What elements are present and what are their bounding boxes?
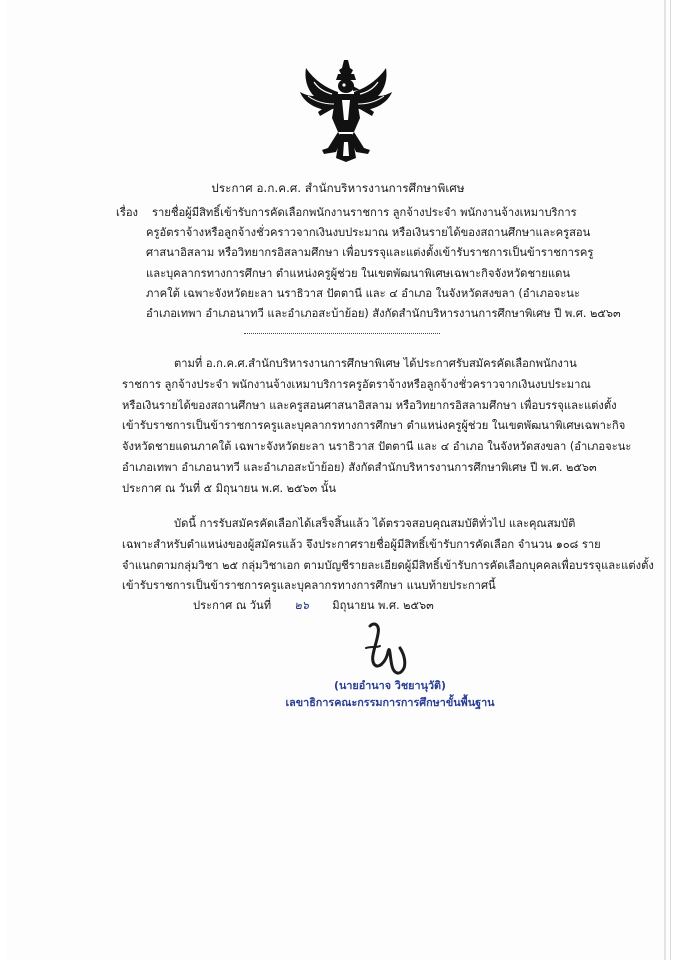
paragraph-line: ประกาศ ณ วันที่ ๕ มิถุนายน พ.ศ. ๒๕๖๓ นั้น xyxy=(122,481,337,495)
paragraph-line: ราชการ ลูกจ้างประจำ พนักงานจ้างเหมาบริการครูอัตราจ้างหรือลูกจ้างชั่วคราวจากเงินงบประมาณ xyxy=(122,377,591,391)
date-prefix: ประกาศ ณ วันที่ xyxy=(193,599,272,612)
paragraph-line: อำเภอเทพา อำเภอนาทวี และอำเภอสะบ้าย้อย) สังกัดสำนักบริหารงานการศึกษาพิเศษ ปี พ.ศ. ๒๕๖๓ xyxy=(122,460,597,474)
subject-line: และบุคลากรทางการศึกษา ตำแหน่งครูผู้ช่วย ในเขตพัฒนาพิเศษเฉพาะกิจจังหวัดชายแดน xyxy=(146,266,570,280)
announcement-heading: ประกาศ อ.ก.ค.ศ. สำนักบริหารงานการศึกษาพิเศษ xyxy=(211,181,465,195)
garuda-emblem-icon xyxy=(298,58,394,162)
paragraph-line: เข้ารับราชการเป็นข้าราชการครูและบุคลากรทางการศึกษา ตำแหน่งครูผู้ช่วย ในเขตพัฒนาพิเศษเฉพาะกิจ xyxy=(122,419,626,433)
subject-text xyxy=(146,203,621,324)
subject-line: รายชื่อผู้มีสิทธิ์เข้ารับการคัดเลือกพนักงานราชการ ลูกจ้างประจำ พนักงานจ้างเหมาบริการ xyxy=(152,206,577,219)
page-edge xyxy=(664,0,666,960)
paragraph-line: เข้ารับราชการเป็นข้าราชการครูและบุคลากรทางการศึกษา แนบท้ายประกาศนี้ xyxy=(122,579,496,593)
subject-label: เรื่อง xyxy=(116,206,139,219)
handwritten-signature-icon xyxy=(360,618,416,680)
date-suffix: มิถุนายน พ.ศ. ๒๕๖๓ xyxy=(332,599,434,612)
paragraph-line: จำแนกตามกลุ่มวิชา ๒๕ กลุ่มวิชาเอก ตามบัญชีรายละเอียดผู้มีสิทธิ์เข้ารับการคัดเลือกบุคคลเพื่อบรรจุและแต่งตั้ง xyxy=(122,558,654,572)
subject-line: ภาคใต้ เฉพาะจังหวัดยะลา นราธิวาส ปัตตานี และ ๔ อำเภอ ในจังหวัดสงขลา (อำเภอจะนะ xyxy=(146,286,580,300)
paragraph-line: ตามที่ อ.ก.ค.ศ.สำนักบริหารงานการศึกษาพิเศษ ได้ประกาศรับสมัครคัดเลือกพนักงาน xyxy=(174,357,577,370)
subject-line: อำเภอเทพา อำเภอนาทวี และอำเภอสะบ้าย้อย) สังกัดสำนักบริหารงานการศึกษาพิเศษ ปี พ.ศ. ๒๕๖๓ xyxy=(146,307,621,321)
subject-divider xyxy=(244,333,440,334)
subject-line: ศาสนาอิสลาม หรือวิทยากรอิสลามศึกษา เพื่อบรรจุและแต่งตั้งเข้ารับราชการเป็นข้าราชการครู xyxy=(146,246,594,260)
paragraph-line: หรือเงินรายได้ของสถานศึกษา และครูสอนศาสนาอิสลาม หรือวิทยากรอิสลามศึกษา เพื่อบรรจุและแต่งตั้ง xyxy=(122,398,617,412)
signer-title: เลขาธิการคณะกรรมการการศึกษาขั้นพื้นฐาน xyxy=(285,696,495,709)
announcement-date xyxy=(193,596,434,614)
paragraph-line: เฉพาะสำหรับตำแหน่งของผู้สมัครแล้ว จึงประกาศรายชื่อผู้มีสิทธิ์เข้ารับการคัดเลือก จำนวน ๑๐๘ ราย xyxy=(122,537,601,551)
paragraph-result xyxy=(122,514,654,597)
paragraph-line: บัดนี้ การรับสมัครคัดเลือกได้เสร็จสิ้นแล้ว ได้ตรวจสอบคุณสมบัติทั่วไป และคุณสมบัติ xyxy=(174,517,576,530)
date-day-handwritten: ๒๖ xyxy=(294,599,309,612)
signer-name: (นายอำนาจ วิชยานุวัติ) xyxy=(334,679,446,692)
subject-line: ครูอัตราจ้างหรือลูกจ้างชั่วคราวจากเงินงบประมาณ หรือเงินรายได้ของสถานศึกษาและครูสอน xyxy=(146,226,591,240)
paragraph-line: จังหวัดชายแดนภาคใต้ เฉพาะจังหวัดยะลา นราธิวาส ปัตตานี และ ๔ อำเภอ ในจังหวัดสงขลา (อำเภอจะนะ xyxy=(122,440,632,454)
paragraph-background xyxy=(122,354,632,500)
